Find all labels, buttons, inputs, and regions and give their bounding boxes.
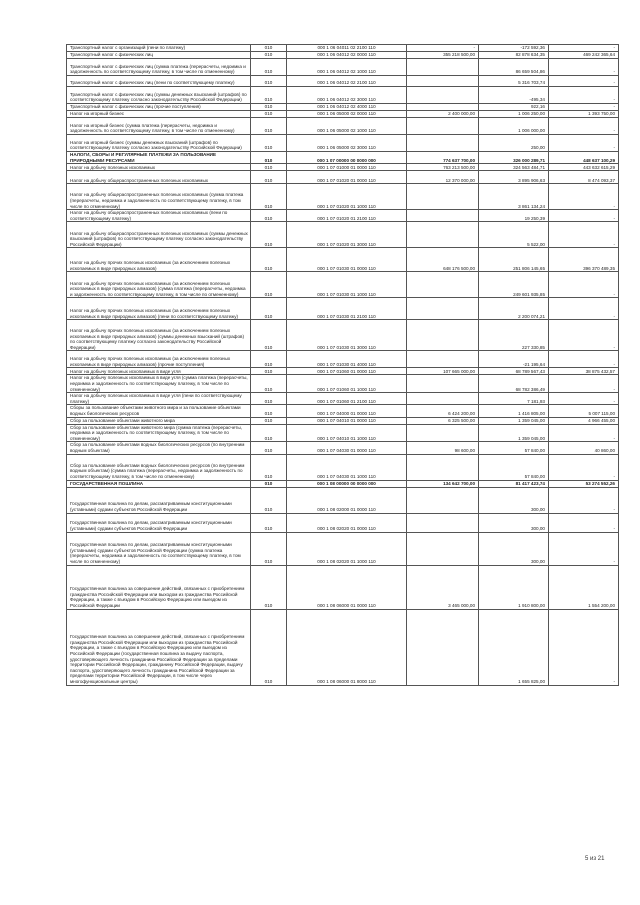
row-name: Налог на добычу прочих полезных ископаемых (за исключением полезных ископаемых в виде природных алмазов) (сумма платежа (перерасчеты, недоимка и задолженность по соответствующему платежу, в том числе по отмененному) [67, 272, 251, 298]
row-budget-code: 000 1 06 04011 02 2100 110 [287, 45, 407, 52]
row-code: 010 [251, 454, 287, 480]
row-code: 010 [251, 171, 287, 184]
row-executed-amount: -172 592,36 [479, 45, 549, 52]
row-budget-code: 000 1 07 01030 01 0000 110 [287, 248, 407, 272]
table-row [67, 368, 619, 375]
row-unexecuted-amount: - [549, 184, 619, 210]
table-row [67, 222, 619, 248]
row-approved-amount [407, 272, 479, 298]
row-budget-code: 000 1 07 01020 01 3000 110 [287, 222, 407, 248]
row-name: Налог на добычу полезных ископаемых в виде угля (сумма платежа (перерасчеты, недоимка и задолженность по соответствующему платежу, в том числе по отмененному) [67, 375, 251, 393]
row-code: 010 [251, 87, 287, 104]
row-budget-code: 000 1 07 04030 01 1000 110 [287, 454, 407, 480]
row-unexecuted-amount: 5 007 115,00 [549, 405, 619, 417]
row-budget-code: 000 1 08 06000 01 0000 110 [287, 565, 407, 609]
row-code: 010 [251, 405, 287, 417]
row-code: 010 [251, 111, 287, 118]
row-approved-amount [407, 184, 479, 210]
row-name: Государственная пошлина за совершение действий, связанных с приобретением гражданства Российской Федерации или выходом из гражданства Российской Федерации, а также с въездом в Российскую Федерацию или выездом из Российской Федерации [67, 565, 251, 609]
row-name: Сбор за пользование объектами животного мира (сумма платежа (перерасчеты, недоимка и задолженность по соответствующему платежу, в том числе по отмененному) [67, 424, 251, 442]
row-name: Транспортный налог с физических лиц (сумма платежа (перерасчеты, недоимка и задолженность по соответствующему платежу, в том числе по отмененному) [67, 59, 251, 76]
row-unexecuted-amount: 443 632 615,29 [549, 164, 619, 171]
row-budget-code: 000 1 07 01030 01 2100 110 [287, 298, 407, 320]
row-name: Налог на игорный бизнес (суммы денежных взысканий (штрафов) по соответствующему платежу согласно законодательству Российской Федерации) [67, 135, 251, 152]
row-unexecuted-amount: 8 474 093,37 [549, 171, 619, 184]
row-code: 010 [251, 320, 287, 351]
row-approved-amount: - [407, 45, 479, 52]
table-row [67, 184, 619, 210]
table-row [67, 487, 619, 513]
row-executed-amount: 2 200 074,21 [479, 298, 549, 320]
table-row [67, 118, 619, 135]
row-code: 010 [251, 375, 287, 393]
row-approved-amount: 3 465 000,00 [407, 565, 479, 609]
row-executed-amount: 68 782 386,49 [479, 375, 549, 393]
row-executed-amount: -21 195,64 [479, 351, 549, 368]
row-code: 010 [251, 135, 287, 152]
row-executed-amount: 19 250,39 [479, 210, 549, 222]
row-name: Сбор за пользование объектами животного мира [67, 417, 251, 424]
row-unexecuted-amount: - [549, 222, 619, 248]
row-unexecuted-amount: - [549, 351, 619, 368]
table-row [67, 442, 619, 454]
row-approved-amount: 2 400 000,00 [407, 111, 479, 118]
table-row [67, 104, 619, 111]
row-name: Налог на игорный бизнес [67, 111, 251, 118]
row-code: 010 [251, 184, 287, 210]
row-executed-amount: 1 655 825,00 [479, 609, 549, 685]
row-code: 010 [251, 45, 287, 52]
row-executed-amount: 7 181,93 [479, 393, 549, 405]
table-row [67, 272, 619, 298]
row-name: Транспортный налог с организаций (пени по платежу) [67, 45, 251, 52]
row-name: Налог на добычу прочих полезных ископаемых (за исключением полезных ископаемых в виде природных алмазов) [67, 248, 251, 272]
row-name: Налог на добычу общераспространенных полезных ископаемых (сумма платежа (перерасчеты, недоимка и задолженность по соответствующему платежу, в том числе по отмененному) [67, 184, 251, 210]
row-executed-amount: 1 006 000,00 [479, 118, 549, 135]
table-row [67, 171, 619, 184]
row-approved-amount: 98 600,00 [407, 442, 479, 454]
table-row [67, 609, 619, 685]
row-budget-code: 000 1 06 04012 02 2100 110 [287, 76, 407, 87]
row-approved-amount [407, 298, 479, 320]
row-budget-code: 000 1 07 01060 01 2100 110 [287, 393, 407, 405]
table-row [67, 45, 619, 52]
row-approved-amount [407, 609, 479, 685]
row-budget-code: 000 1 07 00000 00 0000 000 [287, 152, 407, 164]
row-name: Налог на добычу прочих полезных ископаемых (за исключением полезных ископаемых в виде природных алмазов) (прочие поступления) [67, 351, 251, 368]
row-code: 010 [251, 442, 287, 454]
table-row [67, 298, 619, 320]
row-executed-amount: 1 359 045,00 [479, 417, 549, 424]
table-row [67, 424, 619, 442]
row-approved-amount [407, 104, 479, 111]
row-budget-code: 000 1 06 04012 02 0000 110 [287, 52, 407, 59]
row-approved-amount: 774 637 700,00 [407, 152, 479, 164]
table-row [67, 351, 619, 368]
row-executed-amount: 324 563 484,71 [479, 164, 549, 171]
row-unexecuted-amount: - [549, 609, 619, 685]
row-code: 010 [251, 104, 287, 111]
row-code: 010 [251, 272, 287, 298]
row-unexecuted-amount: 38 875 432,57 [549, 368, 619, 375]
row-budget-code: 000 1 06 04012 02 1000 110 [287, 59, 407, 76]
row-code: 010 [251, 76, 287, 87]
table-row [67, 152, 619, 164]
row-budget-code: 000 1 08 02000 01 0000 110 [287, 487, 407, 513]
row-code: 010 [251, 565, 287, 609]
row-approved-amount [407, 454, 479, 480]
row-budget-code: 000 1 07 01000 01 0000 110 [287, 164, 407, 171]
row-executed-amount: 250,00 [479, 135, 549, 152]
row-unexecuted-amount: - [549, 210, 619, 222]
row-approved-amount [407, 393, 479, 405]
row-unexecuted-amount: 4 966 455,00 [549, 417, 619, 424]
row-budget-code: 000 1 07 04030 01 0000 110 [287, 442, 407, 454]
row-code: 010 [251, 417, 287, 424]
row-unexecuted-amount: - [549, 454, 619, 480]
row-unexecuted-amount: - [549, 513, 619, 532]
table-row [67, 405, 619, 417]
row-code: 010 [251, 513, 287, 532]
row-name: Налог на добычу полезных ископаемых в виде угля [67, 368, 251, 375]
row-approved-amount [407, 87, 479, 104]
row-budget-code: 000 1 06 04012 02 4000 110 [287, 104, 407, 111]
row-code: 010 [251, 424, 287, 442]
row-unexecuted-amount: - [549, 272, 619, 298]
row-approved-amount [407, 76, 479, 87]
table-row [67, 320, 619, 351]
row-executed-amount: 81 417 423,74 [479, 480, 549, 487]
row-executed-amount: 227 330,85 [479, 320, 549, 351]
row-budget-code: 000 1 07 04000 01 0000 110 [287, 405, 407, 417]
row-unexecuted-amount: - [549, 104, 619, 111]
row-code: 010 [251, 164, 287, 171]
row-code: 010 [251, 52, 287, 59]
table-row [67, 513, 619, 532]
row-name: ГОСУДАРСТВЕННАЯ ПОШЛИНА [67, 480, 251, 487]
row-approved-amount [407, 118, 479, 135]
row-budget-code: 000 1 07 01030 01 3000 110 [287, 320, 407, 351]
row-name: Сбор за пользование объектами водных биологических ресурсов (по внутренним водным объектам) (сумма платежа (перерасчеты, недоимка и задолженность по соответствующему платежу, в том числе по отмененному) [67, 454, 251, 480]
row-unexecuted-amount: - [549, 393, 619, 405]
table-row [67, 135, 619, 152]
row-code: 010 [251, 59, 287, 76]
row-budget-code: 000 1 06 05000 02 1000 110 [287, 118, 407, 135]
row-budget-code: 000 1 07 04010 01 0000 110 [287, 417, 407, 424]
row-budget-code: 000 1 07 01020 01 0000 110 [287, 171, 407, 184]
table-row [67, 565, 619, 609]
row-approved-amount [407, 375, 479, 393]
row-executed-amount: 1 359 045,00 [479, 424, 549, 442]
row-executed-amount: 249 601 935,85 [479, 272, 549, 298]
row-executed-amount: 5 522,00 [479, 222, 549, 248]
row-name: Транспортный налог с физических лиц (пени по соответствующему платежу) [67, 76, 251, 87]
row-budget-code: 000 1 07 01020 01 1000 110 [287, 184, 407, 210]
row-code: 010 [251, 222, 287, 248]
row-name: Государственная пошлина за совершение действий, связанных с приобретением гражданства Российской Федерации или выходом из гражданства Российской Федерации, а также с въездом в Российскую Федерацию или выездом из Российской Федерации (государственная пошлина за выдачу паспорта, удостоверяющего личность гражданина Российской Федерации за пределами территории Российской Федерации, гражданину Российской Федерации, выдачу паспорта, удостоверяющего личность гражданина Российской Федерации за пределами территории Российской Федерации, в том числе через многофункциональные центры) [67, 609, 251, 685]
row-approved-amount [407, 487, 479, 513]
row-name: Сбор за пользование объектами водных биологических ресурсов (по внутренним водным объектам) [67, 442, 251, 454]
table-row [67, 52, 619, 59]
row-unexecuted-amount: 448 637 100,29 [549, 152, 619, 164]
row-budget-code: 000 1 07 01060 01 1000 110 [287, 375, 407, 393]
row-executed-amount: 57 840,00 [479, 454, 549, 480]
row-executed-amount: 922,16 [479, 104, 549, 111]
row-executed-amount: 300,00 [479, 532, 549, 565]
row-approved-amount [407, 59, 479, 76]
row-code: 010 [251, 210, 287, 222]
row-unexecuted-amount: 53 274 552,26 [549, 480, 619, 487]
income-table-body [67, 45, 619, 686]
row-executed-amount: 251 806 145,65 [479, 248, 549, 272]
row-executed-amount: 300,00 [479, 513, 549, 532]
table-row [67, 375, 619, 393]
row-name: Налог на добычу общераспространенных полезных ископаемых (пени по соответствующему платежу) [67, 210, 251, 222]
table-row [67, 210, 619, 222]
table-row [67, 76, 619, 87]
row-unexecuted-amount: 396 370 489,35 [549, 248, 619, 272]
row-name: Налог на добычу полезных ископаемых в виде угля (пени по соответствующему платежу) [67, 393, 251, 405]
row-budget-code: 000 1 06 04012 02 3000 110 [287, 87, 407, 104]
row-budget-code: 000 1 07 01020 01 2100 110 [287, 210, 407, 222]
table-row [67, 164, 619, 171]
row-approved-amount: 648 176 500,00 [407, 248, 479, 272]
table-row [67, 111, 619, 118]
row-name: Государственная пошлина по делам, рассматриваемым конституционными (уставными) судами субъектов Российской Федерации (сумма платежа (перерасчеты, недоимка и задолженность по соответствующему платежу, в том числе по отмененному) [67, 532, 251, 565]
row-name: Государственная пошлина по делам, рассматриваемым конституционными (уставными) судами субъектов Российской Федерации [67, 513, 251, 532]
row-code: 010 [251, 532, 287, 565]
row-budget-code: 000 1 07 01030 01 1000 110 [287, 272, 407, 298]
row-executed-amount: -495,34 [479, 87, 549, 104]
table-row [67, 248, 619, 272]
row-approved-amount [407, 135, 479, 152]
row-name: Транспортный налог с физических лиц [67, 52, 251, 59]
table-row [67, 417, 619, 424]
row-unexecuted-amount: - [549, 87, 619, 104]
row-code: 010 [251, 480, 287, 487]
row-name: Государственная пошлина по делам, рассматриваемым конституционными (уставными) судами субъектов Российской Федерации [67, 487, 251, 513]
row-executed-amount: 3 861 134,24 [479, 184, 549, 210]
row-unexecuted-amount: - [549, 487, 619, 513]
row-unexecuted-amount: - [549, 135, 619, 152]
row-name: Налог на добычу общераспространенных полезных ископаемых [67, 171, 251, 184]
row-code: 010 [251, 351, 287, 368]
row-unexecuted-amount: - [549, 320, 619, 351]
row-approved-amount [407, 320, 479, 351]
row-budget-code: 000 1 08 06000 01 8000 110 [287, 609, 407, 685]
row-name: Налог на игорный бизнес (сумма платежа (перерасчеты, недоимка и задолженность по соответствующему платежу, в том числе по отмененному) [67, 118, 251, 135]
row-name: Сборы за пользование объектами животного мира и за пользование объектами водных биологических ресурсов [67, 405, 251, 417]
income-table [66, 44, 619, 686]
row-budget-code: 000 1 08 02020 01 0000 110 [287, 513, 407, 532]
row-name: НАЛОГИ, СБОРЫ И РЕГУЛЯРНЫЕ ПЛАТЕЖИ ЗА ПОЛЬЗОВАНИЕ ПРИРОДНЫМИ РЕСУРСАМИ [67, 152, 251, 164]
table-row [67, 532, 619, 565]
row-code: 010 [251, 368, 287, 375]
row-unexecuted-amount: - [549, 532, 619, 565]
table-row [67, 59, 619, 76]
row-unexecuted-amount: - [549, 375, 619, 393]
row-executed-amount: 57 840,00 [479, 442, 549, 454]
row-budget-code: 000 1 07 01030 01 4000 110 [287, 351, 407, 368]
table-row [67, 480, 619, 487]
row-unexecuted-amount: 40 860,00 [549, 442, 619, 454]
row-executed-amount: 1 910 800,00 [479, 565, 549, 609]
table-row [67, 454, 619, 480]
row-code: 010 [251, 152, 287, 164]
row-name: Налог на добычу полезных ископаемых [67, 164, 251, 171]
row-unexecuted-amount: - [549, 76, 619, 87]
row-name: Транспортный налог с физических лиц (суммы денежных взысканий (штрафов) по соответствующему платежу согласно законодательству Российской Федерации) [67, 87, 251, 104]
row-approved-amount: 355 218 500,00 [407, 52, 479, 59]
row-budget-code: 000 1 06 05000 02 3000 110 [287, 135, 407, 152]
row-approved-amount: 134 642 700,00 [407, 480, 479, 487]
table-row [67, 87, 619, 104]
row-executed-amount: 68 789 567,43 [479, 368, 549, 375]
row-approved-amount: 107 665 000,00 [407, 368, 479, 375]
row-budget-code: 000 1 08 00000 00 0000 000 [287, 480, 407, 487]
row-approved-amount: 12 370 000,00 [407, 171, 479, 184]
row-approved-amount [407, 424, 479, 442]
row-approved-amount: 6 424 200,00 [407, 405, 479, 417]
row-name: Налог на добычу прочих полезных ископаемых (за исключением полезных ископаемых в виде природных алмазов) (пени по соответствующему платежу) [67, 298, 251, 320]
row-unexecuted-amount: 469 242 365,64 [549, 52, 619, 59]
row-unexecuted-amount: - [549, 424, 619, 442]
row-code: 010 [251, 609, 287, 685]
row-approved-amount [407, 513, 479, 532]
row-code: 010 [251, 298, 287, 320]
row-name: Налог на добычу общераспространенных полезных ископаемых (суммы денежных взысканий (штрафов) по соответствующему платежу согласно законодательству Российской Федерации) [67, 222, 251, 248]
row-approved-amount: 763 213 500,00 [407, 164, 479, 171]
report-sheet [66, 44, 618, 686]
row-approved-amount [407, 210, 479, 222]
row-code: 010 [251, 393, 287, 405]
table-row [67, 393, 619, 405]
row-executed-amount: 86 659 504,86 [479, 59, 549, 76]
row-executed-amount: 5 316 703,74 [479, 76, 549, 87]
row-code: 010 [251, 248, 287, 272]
row-code: 010 [251, 118, 287, 135]
row-name: Налог на добычу прочих полезных ископаемых (за исключением полезных ископаемых в виде природных алмазов) (суммы денежных взысканий (штрафов) по соответствующему платежу согласно законодательству Российской Федерации) [67, 320, 251, 351]
row-executed-amount: 3 895 906,63 [479, 171, 549, 184]
row-unexecuted-amount: 1 554 200,00 [549, 565, 619, 609]
row-budget-code: 000 1 07 04010 01 1000 110 [287, 424, 407, 442]
row-budget-code: 000 1 08 02020 01 1000 110 [287, 532, 407, 565]
row-approved-amount [407, 351, 479, 368]
row-unexecuted-amount: - [549, 118, 619, 135]
row-executed-amount: 1 416 805,00 [479, 405, 549, 417]
row-executed-amount: 326 000 289,71 [479, 152, 549, 164]
row-name: Транспортный налог с физических лиц (прочие поступления) [67, 104, 251, 111]
row-executed-amount: 300,00 [479, 487, 549, 513]
row-budget-code: 000 1 07 01060 01 0000 110 [287, 368, 407, 375]
row-approved-amount [407, 532, 479, 565]
row-unexecuted-amount: - [549, 298, 619, 320]
row-executed-amount: 82 878 634,35 [479, 52, 549, 59]
row-executed-amount: 1 006 250,00 [479, 111, 549, 118]
page-number: 5 из 21 [585, 856, 605, 862]
row-approved-amount [407, 222, 479, 248]
row-approved-amount: 6 325 500,00 [407, 417, 479, 424]
row-unexecuted-amount: 1 393 750,00 [549, 111, 619, 118]
row-unexecuted-amount: - [549, 59, 619, 76]
row-budget-code: 000 1 06 05000 02 0000 110 [287, 111, 407, 118]
row-code: 010 [251, 487, 287, 513]
row-unexecuted-amount: - [549, 45, 619, 52]
